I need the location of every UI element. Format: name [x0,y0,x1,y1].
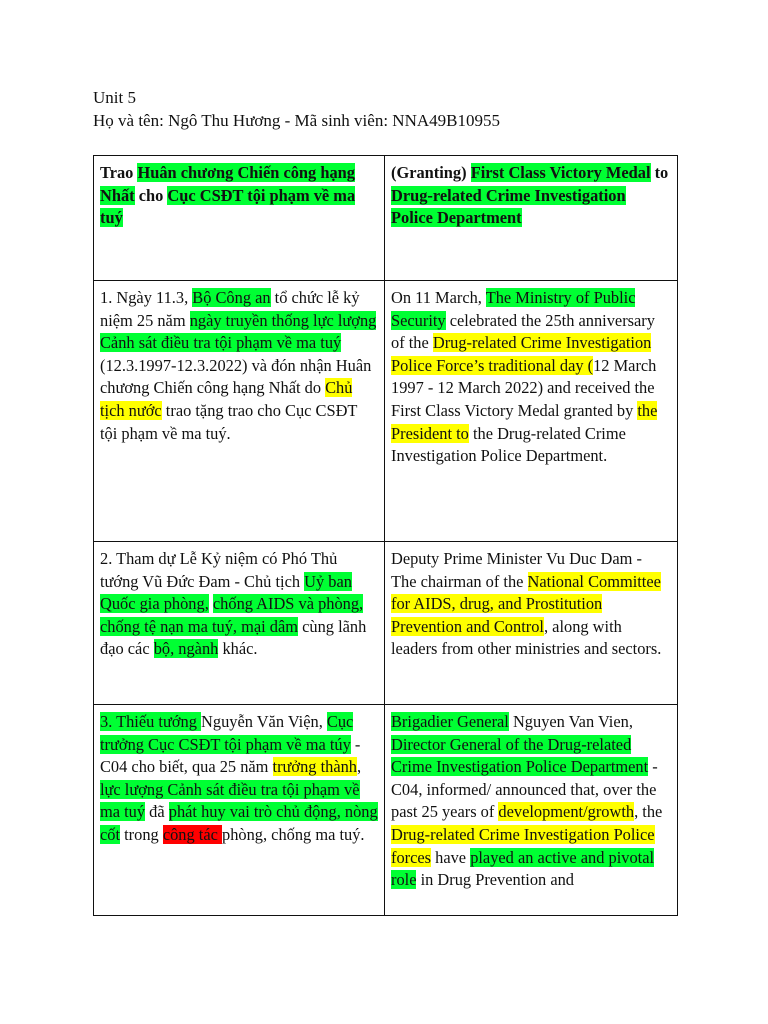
text-segment: - C04 cho biết, qua 25 năm [100,734,361,777]
text-segment: (Granting) [391,163,471,182]
text-segment: - C04, informed/ announced that, over the past 25 years of [391,757,658,822]
highlighted-term: played an active and pivotal role [391,847,655,890]
text-segment: (12.3.1997-12.3.2022) và đón nhận Huân chương Chiến công hạng Nhất do [100,355,372,398]
text-segment: tổ chức lễ kỷ niệm 25 năm [100,288,360,330]
highlighted-term: trưởng thành [272,757,357,777]
text-segment: Nguyễn Văn Viện, [201,712,327,731]
highlighted-term: the President to [391,400,658,443]
highlighted-term: Drug-related Crime Investigation Police forces [391,824,655,867]
table-row [94,281,678,542]
table-row [94,156,678,281]
highlighted-term: Brigadier General [391,712,509,731]
text-segment: trao tặng trao cho Cục CSĐT tội phạm về ma tuý. [100,400,358,443]
highlighted-term: công tác [162,824,222,844]
text-segment: cùng lãnh đạo các [100,616,367,659]
unit-title: Unit 5 [93,88,136,107]
text-segment: , [357,757,362,777]
english-cell [385,281,678,542]
text-segment: đã [145,802,169,822]
highlighted-term: Cục trưởng Cục CSĐT tội phạm về ma túy [100,712,354,754]
vietnamese-cell [94,542,385,705]
highlighted-term: lực lượng Cảnh sát điều tra tội phạm về ma tuý [100,779,360,822]
text-segment: phòng, chống ma tuý. [222,824,365,844]
highlighted-term: Cục CSĐT tội phạm về ma tuý [100,185,356,228]
highlighted-term: Chủ tịch nước [100,378,353,420]
text-segment: have [431,847,471,867]
highlighted-term: Drug-related Crime Investigation Police Force’s traditional day ( [391,333,652,375]
english-cell [385,542,678,705]
text-segment: , along with leaders from other ministries and sectors. [391,616,662,659]
highlighted-term: Drug-related Crime Investigation Police Department [391,185,626,228]
text-segment: the Drug-related Crime Investigation Police Department. [391,423,626,466]
highlighted-term: development/growth [498,802,635,822]
english-cell [385,705,678,916]
vietnamese-cell [94,156,385,281]
highlighted-term: Director General of the Drug-related Crime Investigation Police Department [391,734,649,777]
text-segment: cho [134,185,168,205]
text-segment: Deputy Prime Minister Vu Duc Dam - The chairman of the [391,549,642,591]
text-segment: Nguyen Van Vien, [508,712,633,731]
text-segment: trong [120,824,163,844]
text-segment: 12 March 1997 - 12 March 2022) and received the First Class Victory Medal granted by [391,355,657,420]
vietnamese-cell [94,705,385,916]
highlighted-term: bộ, ngành [153,639,219,659]
highlighted-term: 3. Thiếu tướng [100,712,202,731]
table-row [94,705,678,916]
highlighted-term: ngày truyền thống lực lượng Cảnh sát điều tra tội phạm về ma tuý [100,310,377,353]
text-segment: celebrated the 25th anniversary of the [391,310,655,353]
highlighted-term: chống AIDS và phòng, chống tệ nạn ma tuý, mại dâm [100,594,364,636]
text-segment: On 11 March, [391,288,486,307]
text-segment: khác. [218,639,258,659]
highlighted-term: First Class Victory Medal [470,163,651,182]
text-segment: 2. Tham dự Lễ Kỷ niệm có Phó Thủ tướng Vũ Đức Đam - Chủ tịch [100,549,338,591]
student-info: Họ và tên: Ngô Thu Hương - Mã sinh viên: NNA49B10955 [93,111,500,130]
highlighted-term: Uỷ ban Quốc gia phòng, [100,571,352,614]
highlighted-term: phát huy vai trò chủ động, nòng cốt [100,802,378,844]
highlighted-term: Bộ Công an [192,288,271,307]
text-segment: in Drug Prevention and [416,870,574,890]
highlighted-term: Huân chương Chiến công hạng Nhất [100,163,355,205]
text-segment: Trao [100,163,138,182]
highlighted-term: National Committee for AIDS, drug, and Prostitution Prevention and Control [391,571,661,636]
translation-table [93,155,678,916]
english-cell [385,156,678,281]
text-segment: to [650,163,669,182]
text-segment: , the [634,802,663,822]
text-segment: 1. Ngày 11.3, [100,288,193,307]
highlighted-term: The Ministry of Public Security [391,288,636,330]
page-header [93,86,500,132]
vietnamese-cell [94,281,385,542]
table-row [94,542,678,705]
